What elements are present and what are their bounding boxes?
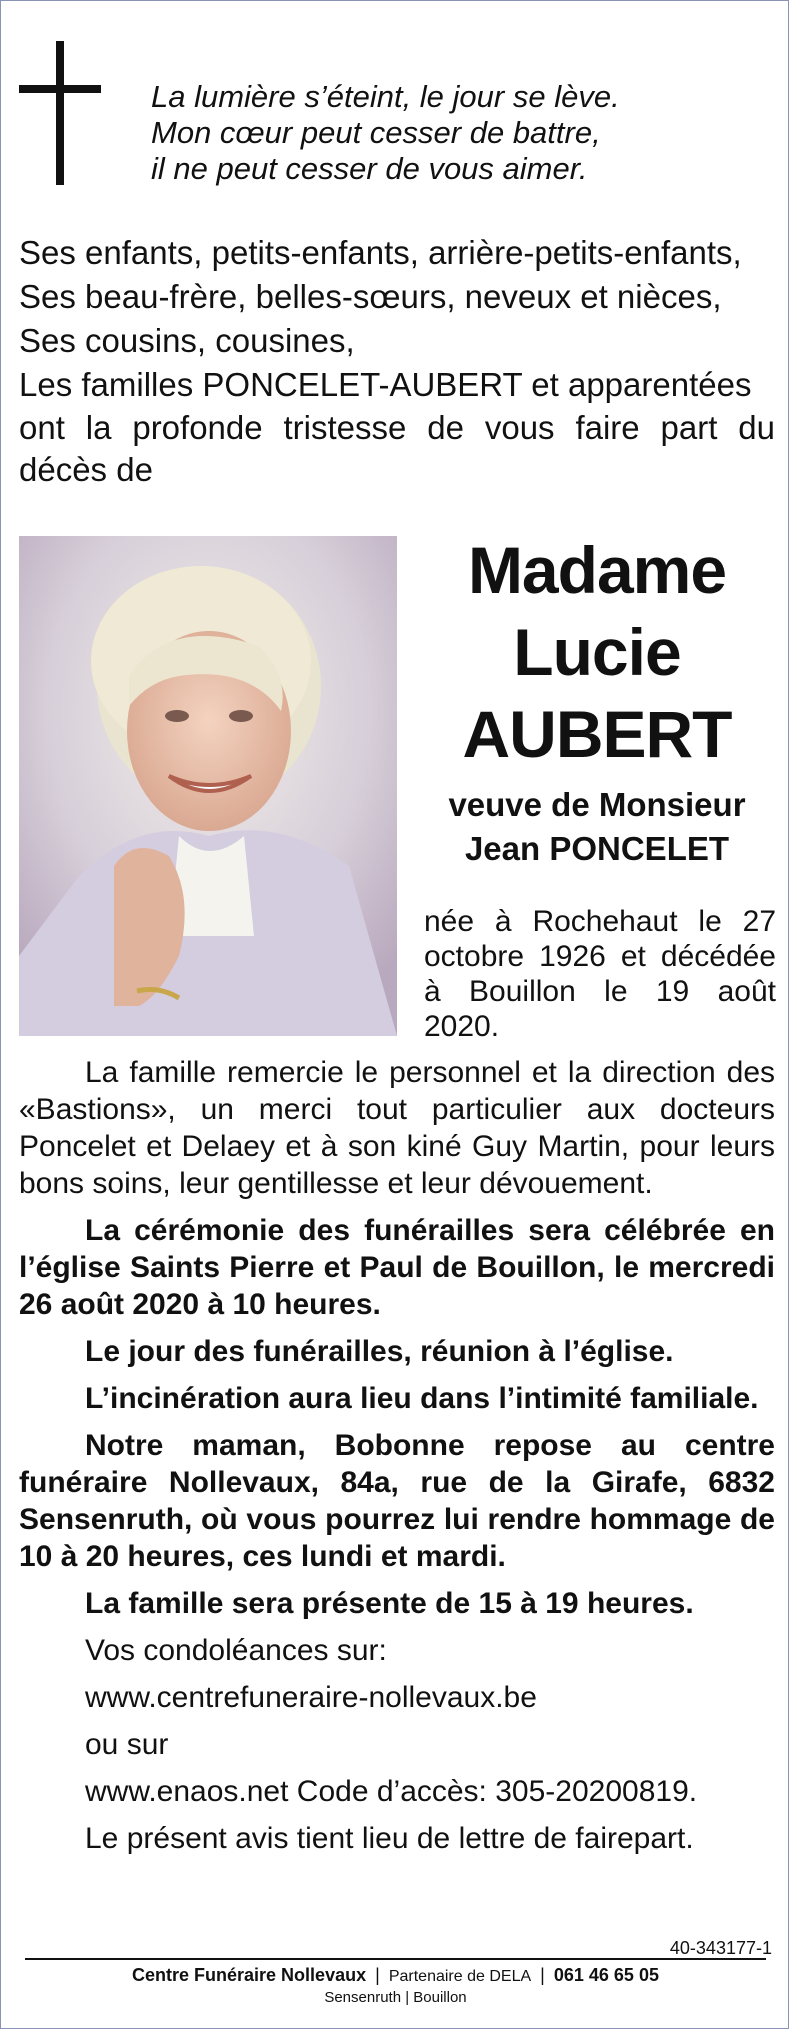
notice-body [19,1054,775,1857]
partner-text: Partenaire de DELA [388,1968,532,1985]
deceased-title: Madame [467,533,727,607]
condolences-paragraph: Vos condoléances sur: [85,1634,387,1667]
family-line: Ses beau-frère, belles-sœurs, neveux et nièces, [19,278,722,315]
ceremony-paragraph: La cérémonie des funérailles sera célébrée en l’église Saints Pierre et Paul de Bouillon, le mercredi 26 août 2020 à 10 heures. [19,1214,775,1321]
separator: | [375,1965,380,1985]
cremation-paragraph: L’incinération aura lieu dans l’intimité familiale. [85,1382,759,1415]
widow-line-2: Jean PONCELET [464,830,730,867]
family-line: Ses cousins, cousines, [19,322,355,359]
family-announcement [19,231,775,491]
family-line: Ses enfants, petits-enfants, arrière-petits-enfants, [19,234,742,271]
website-link-2[interactable]: www.enaos.net Code d’accès: 305-20200819. [85,1775,698,1808]
reference-number: 40-343177-1 [669,1938,772,1958]
deceased-name-block [399,529,789,871]
poem-line: il ne peut cesser de vous aimer. [151,151,588,186]
family-line: Les familles PONCELET-AUBERT et apparentées [19,366,752,403]
funeral-home-name: Centre Funéraire Nollevaux [132,1965,367,1985]
closing-paragraph: Le présent avis tient lieu de lettre de fairepart. [85,1822,694,1855]
widow-line-1: veuve de Monsieur [448,786,746,823]
deceased-last-name: AUBERT [462,697,732,771]
meeting-paragraph: Le jour des funérailles, réunion à l’église. [85,1335,674,1368]
portrait-illustration [19,536,397,1036]
rest-paragraph: Notre maman, Bobonne repose au centre funéraire Nollevaux, 84a, rue de la Girafe, 6832 Sensenruth, où vous pourrez lui rendre hommage de 10 à 20 heures, ces lundi et mardi. [19,1429,775,1573]
footer-divider [25,1958,766,1960]
separator: | [540,1965,545,1985]
poem [151,79,751,187]
cross-icon [19,41,101,185]
family-line: ont la profonde tristesse de vous faire part du décès de [19,409,775,488]
birth-death-text: née à Rochehaut le 27 octobre 1926 et décédée à Bouillon le 19 août 2020. [424,905,776,1043]
poem-line: Mon cœur peut cesser de battre, [151,115,601,150]
website-link-1[interactable]: www.centrefuneraire-nollevaux.be [85,1681,537,1714]
deceased-first-name: Lucie [513,615,681,689]
footer-location: Sensenruth | Bouillon [324,1989,467,2006]
poem-line: La lumière s’éteint, le jour se lève. [151,79,620,114]
or-text: ou sur [85,1728,169,1761]
footer [1,1963,789,2007]
presence-paragraph: La famille sera présente de 15 à 19 heures. [85,1587,694,1620]
footer-main-line [1,1963,789,1989]
portrait-photo [19,536,397,1036]
thanks-paragraph: La famille remercie le personnel et la direction des «Bastions», un merci tout particulier aux docteurs Poncelet et Delaey et à son kiné Guy Martin, pour leurs bons soins, leur gentillesse et leur dévouement. [19,1056,775,1200]
phone-number: 061 46 65 05 [553,1965,659,1985]
